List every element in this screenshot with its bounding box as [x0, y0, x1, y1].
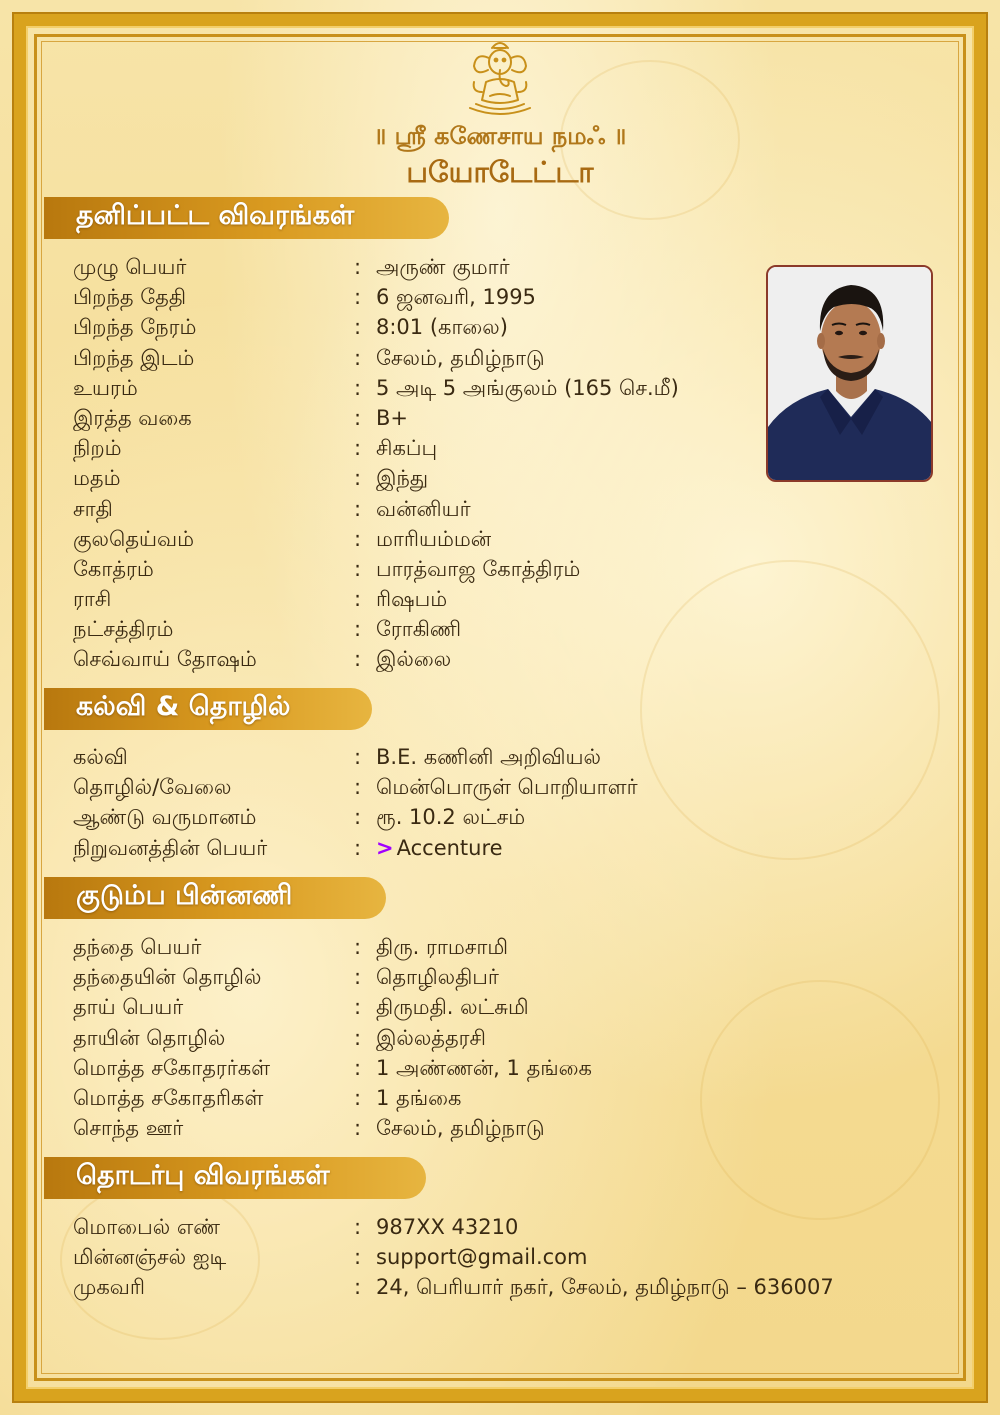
accenture-logo-icon: > [376, 835, 394, 860]
detail-label: மொத்த சகோதரிகள் [73, 1085, 264, 1110]
detail-separator: : [354, 1085, 362, 1110]
detail-label: முழு பெயர் [73, 255, 187, 279]
detail-value: ரிஷபம் [376, 587, 448, 612]
company-name: Accenture [396, 835, 503, 860]
family-section-heading: குடும்ப பின்னணி [44, 877, 386, 919]
detail-label: நட்சத்திரம் [73, 617, 174, 642]
detail-value: ரோகிணி [376, 617, 462, 642]
detail-value: B+ [376, 405, 409, 430]
detail-label: தந்தையின் தொழில் [73, 965, 262, 990]
detail-value: வன்னியர் [376, 496, 471, 521]
detail-value: அருண் குமார் [376, 255, 510, 279]
detail-separator: : [354, 526, 362, 551]
detail-label: நிறம் [73, 436, 122, 461]
detail-value: support@gmail.com [376, 1245, 588, 1270]
detail-separator: : [354, 1245, 362, 1270]
detail-value: 24, பெரியார் நகர், சேலம், தமிழ்நாடு – 636007 [376, 1275, 834, 1300]
detail-separator: : [354, 496, 362, 521]
detail-label: பிறந்த நேரம் [73, 315, 197, 340]
detail-separator: : [354, 587, 362, 612]
detail-value: இல்லத்தரசி [376, 1025, 486, 1050]
detail-separator: : [354, 965, 362, 990]
detail-label: குலதெய்வம் [73, 526, 194, 551]
detail-label: இரத்த வகை [73, 405, 192, 430]
detail-value: 8:01 (காலை) [376, 315, 508, 340]
detail-separator: : [354, 405, 362, 430]
detail-separator: : [354, 935, 362, 959]
detail-label: தாயின் தொழில் [73, 1025, 226, 1050]
detail-label: மொபைல் எண் [73, 1215, 220, 1239]
detail-label: ஆண்டு வருமானம் [73, 805, 257, 830]
detail-separator: : [354, 315, 362, 340]
detail-value: 5 அடி 5 அங்குலம் (165 செ.மீ) [376, 375, 679, 400]
detail-value: இந்து [376, 466, 429, 491]
detail-label: மதம் [73, 466, 121, 491]
detail-value: 6 ஜனவரி, 1995 [376, 285, 536, 310]
detail-label: மின்னஞ்சல் ஐடி [73, 1245, 227, 1270]
detail-label: பிறந்த இடம் [73, 345, 195, 370]
detail-value: 1 தங்கை [376, 1085, 462, 1110]
detail-value: ரூ. 10.2 லட்சம் [376, 805, 526, 830]
detail-label: தொழில்/வேலை [73, 775, 232, 800]
detail-value: B.E. கணினி அறிவியல் [376, 745, 601, 769]
detail-value: மாரியம்மன் [376, 526, 492, 551]
detail-separator: : [354, 375, 362, 400]
detail-separator: : [354, 805, 362, 830]
detail-separator: : [354, 1055, 362, 1080]
detail-label: உயரம் [73, 375, 138, 400]
detail-value: பாரத்வாஜ கோத்திரம் [376, 556, 581, 581]
detail-separator: : [354, 556, 362, 581]
detail-label: நிறுவனத்தின் பெயர் [73, 835, 268, 860]
contact-section-heading: தொடர்பு விவரங்கள் [44, 1157, 426, 1199]
detail-separator: : [354, 647, 362, 672]
detail-separator: : [354, 775, 362, 800]
detail-separator: : [354, 1116, 362, 1141]
page-title: பயோடேட்டா [406, 155, 594, 189]
education-section-heading: கல்வி & தொழில் [44, 688, 372, 730]
detail-value: மென்பொருள் பொறியாளர் [376, 775, 638, 800]
detail-separator: : [354, 745, 362, 769]
portrait-image [768, 267, 933, 482]
detail-label: பிறந்த தேதி [73, 285, 187, 310]
detail-value: 987XX 43210 [376, 1215, 519, 1239]
detail-label: செவ்வாய் தோஷம் [73, 647, 257, 672]
detail-value: தொழிலதிபர் [376, 965, 499, 990]
detail-separator: : [354, 285, 362, 310]
detail-label: தாய் பெயர் [73, 995, 184, 1020]
detail-separator: : [354, 436, 362, 461]
detail-label: சொந்த ஊர் [73, 1116, 184, 1141]
blessing-text: ॥ ஸ்ரீ கணேசாய நமஃ ॥ [373, 122, 627, 150]
detail-separator: : [354, 345, 362, 370]
detail-label: மொத்த சகோதரர்கள் [73, 1055, 271, 1080]
detail-separator: : [354, 1025, 362, 1050]
detail-separator: : [354, 1275, 362, 1300]
detail-separator: : [354, 1215, 362, 1239]
detail-value: திரு. ராமசாமி [376, 935, 509, 959]
detail-label: தந்தை பெயர் [73, 935, 202, 959]
personal-section-heading: தனிப்பட்ட விவரங்கள் [44, 197, 449, 239]
detail-separator: : [354, 995, 362, 1020]
detail-value: திருமதி. லட்சுமி [376, 995, 529, 1020]
detail-separator: : [354, 255, 362, 279]
detail-separator: : [354, 466, 362, 491]
detail-label: சாதி [73, 496, 113, 521]
detail-label: கோத்ரம் [73, 556, 154, 581]
detail-value [376, 836, 503, 860]
detail-value: சிகப்பு [376, 436, 438, 461]
detail-separator: : [354, 617, 362, 642]
detail-value: 1 அண்ணன், 1 தங்கை [376, 1055, 592, 1080]
detail-value: சேலம், தமிழ்நாடு [376, 345, 545, 370]
detail-value: சேலம், தமிழ்நாடு [376, 1116, 545, 1141]
profile-photo [766, 265, 933, 482]
detail-label: ராசி [73, 587, 112, 612]
detail-label: முகவரி [73, 1275, 145, 1300]
ganesha-icon [460, 36, 540, 120]
detail-value: இல்லை [376, 647, 452, 672]
detail-separator: : [354, 835, 362, 860]
detail-label: கல்வி [73, 745, 128, 769]
